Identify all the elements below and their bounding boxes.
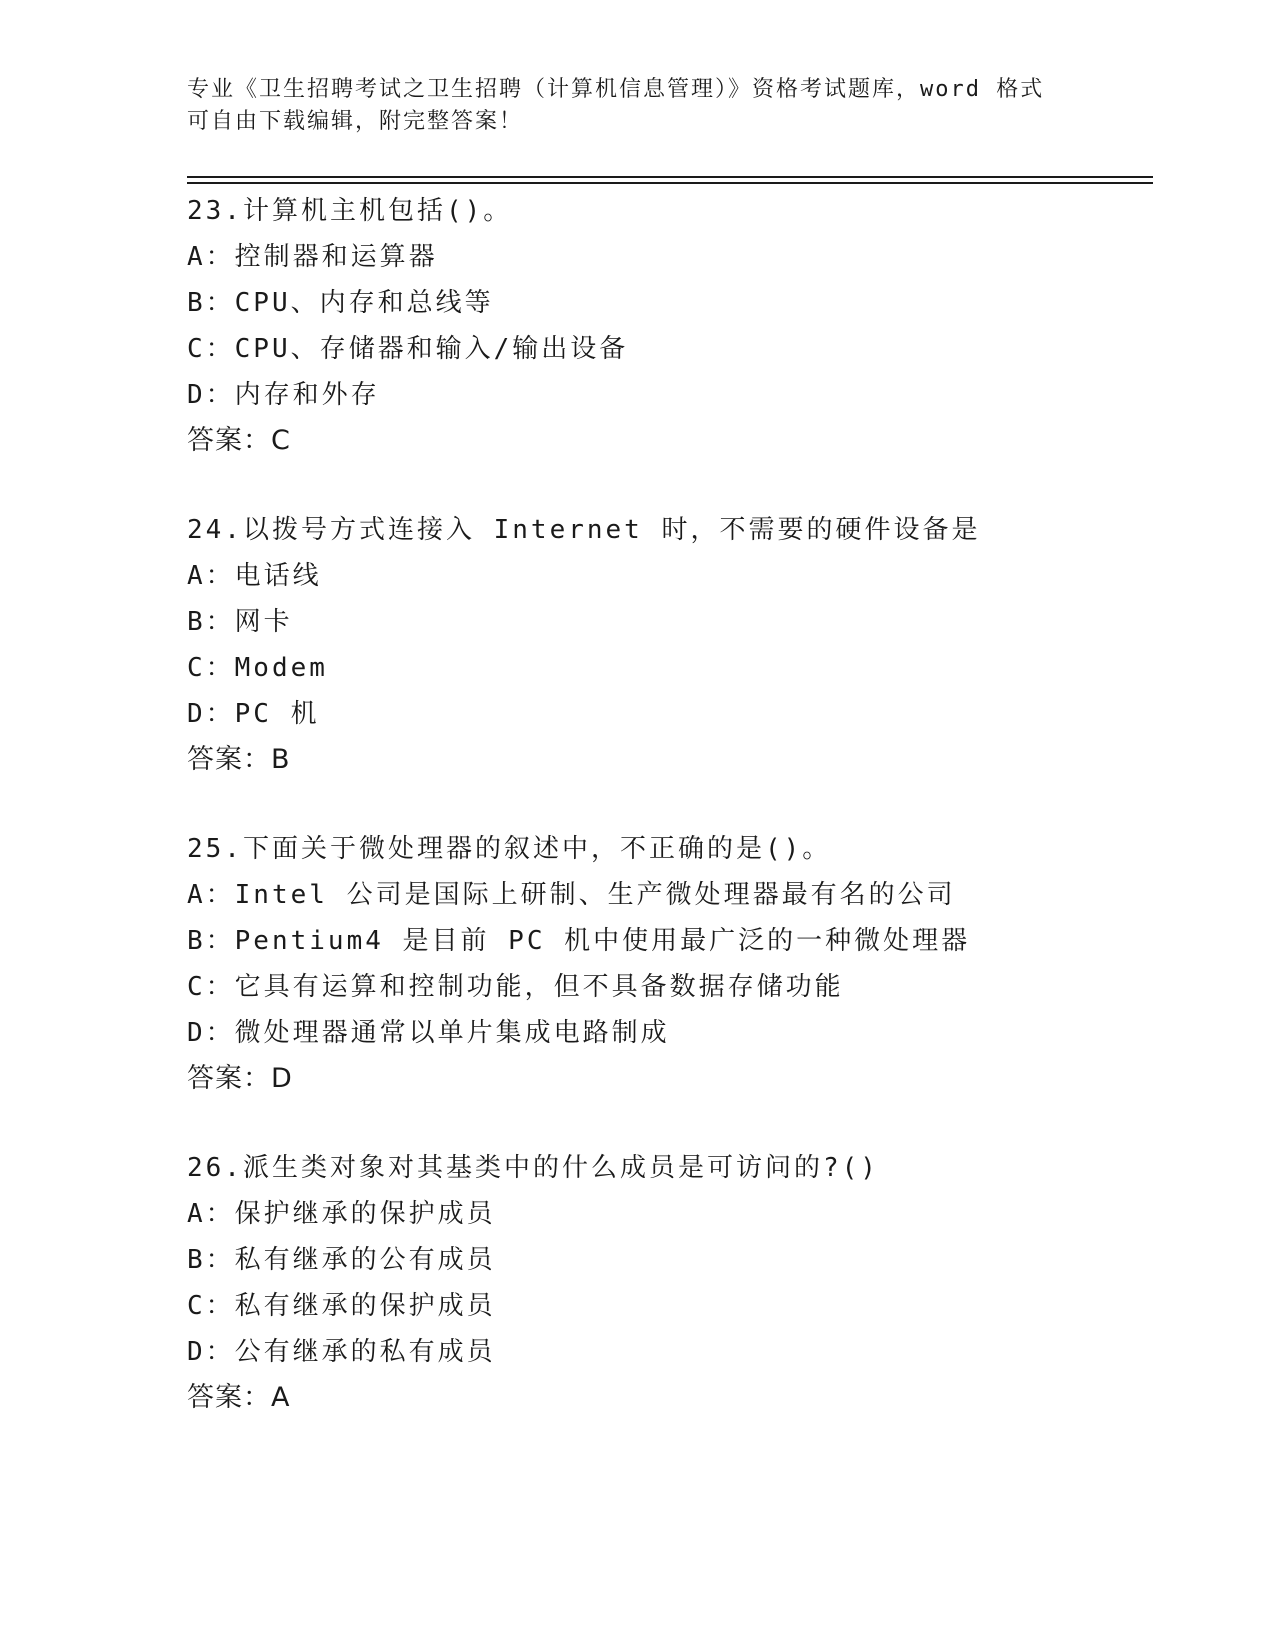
option-a: A：Intel 公司是国际上研制、生产微处理器最有名的公司 (187, 880, 956, 910)
option-b: B：私有继承的公有成员 (187, 1245, 496, 1275)
header-title-line: 专业《卫生招聘考试之卫生招聘（计算机信息管理）》资格考试题库，word 格式 (187, 77, 1045, 102)
question-stem: 25.下面关于微处理器的叙述中，不正确的是()。 (187, 834, 832, 864)
header-divider-bottom (187, 182, 1153, 184)
answer-label: 答案：A (187, 1382, 291, 1413)
option-b: B：Pentium4 是目前 PC 机中使用最广泛的一种微处理器 (187, 926, 971, 956)
option-b: B：CPU、内存和总线等 (187, 288, 494, 318)
question-24 (187, 507, 1187, 783)
header-subtitle-line: 可自由下载编辑，附完整答案！ (187, 109, 524, 134)
question-stem: 23.计算机主机包括()。 (187, 196, 513, 226)
question-26 (187, 1145, 1187, 1421)
option-c: C：它具有运算和控制功能，但不具备数据存储功能 (187, 972, 844, 1002)
option-d: D：公有继承的私有成员 (187, 1337, 496, 1367)
option-c: C：CPU、存储器和输入/输出设备 (187, 334, 629, 364)
option-b: B：网卡 (187, 607, 293, 637)
question-23 (187, 188, 1187, 464)
option-d: D：内存和外存 (187, 380, 380, 410)
option-d: D：PC 机 (187, 699, 320, 729)
option-a: A：电话线 (187, 561, 322, 591)
option-c: C：Modem (187, 653, 328, 683)
header-divider-top (187, 176, 1153, 178)
answer-label: 答案：B (187, 744, 291, 775)
option-a: A：保护继承的保护成员 (187, 1199, 496, 1229)
option-a: A：控制器和运算器 (187, 242, 438, 272)
question-stem: 26.派生类对象对其基类中的什么成员是可访问的?() (187, 1153, 879, 1183)
answer-label: 答案：C (187, 425, 291, 456)
option-c: C：私有继承的保护成员 (187, 1291, 496, 1321)
question-stem: 24.以拨号方式连接入 Internet 时，不需要的硬件设备是 (187, 515, 981, 545)
answer-label: 答案：D (187, 1063, 293, 1094)
option-d: D：微处理器通常以单片集成电路制成 (187, 1018, 670, 1048)
question-25 (187, 826, 1187, 1102)
document-header (187, 74, 1067, 138)
